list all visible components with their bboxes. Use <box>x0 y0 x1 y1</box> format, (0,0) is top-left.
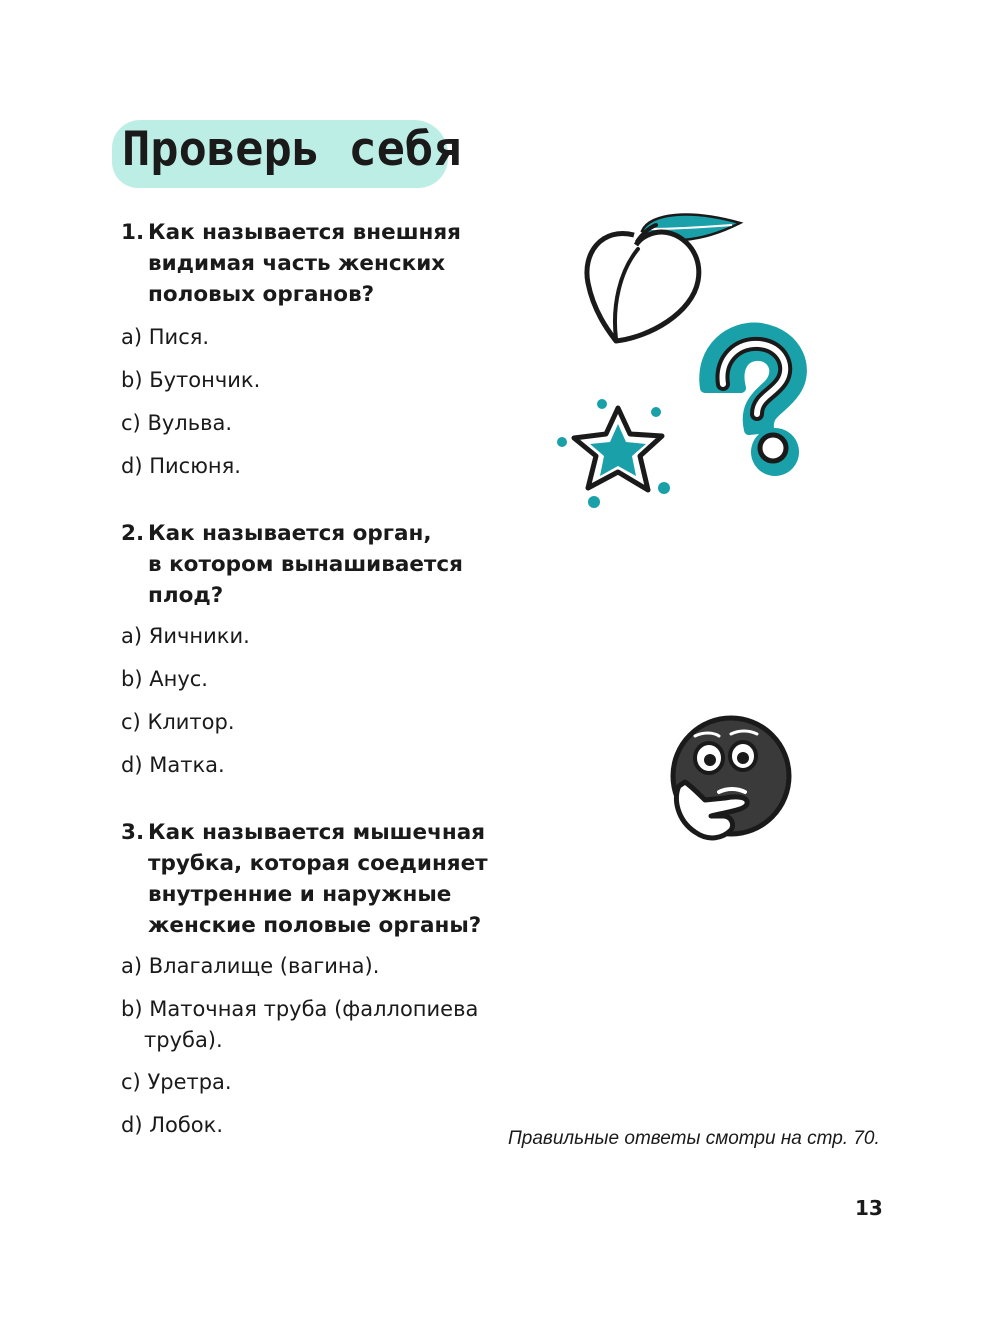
q2-option-d: d) Матка. <box>121 753 225 777</box>
question-2: 2. Как называется орган, в котором вынашивается плод? <box>121 521 463 608</box>
q3-option-d: d) Лобок. <box>121 1113 224 1137</box>
q3-option-b: b) Маточная труба (фаллопиева труба). <box>121 997 479 1052</box>
thinking-face-icon <box>665 712 800 852</box>
question-1: 1. Как называется внешняя видимая часть женских половых органов? <box>121 220 461 307</box>
q1-option-a: a) Пися. <box>121 325 210 349</box>
q1-option-d: d) Писюня. <box>121 454 241 478</box>
question-mark-icon <box>695 318 815 478</box>
page-number: 13 <box>855 1196 883 1220</box>
q1-option-c: c) Вульва. <box>121 411 232 435</box>
q3-option-a: a) Влагалище (вагина). <box>121 954 380 978</box>
q2-option-c: c) Клитор. <box>121 710 235 734</box>
title-text: Проверь себя <box>122 122 462 177</box>
question-3: 3. Как называется мышечная трубка, которая соединяет внутренние и наружные женские половые органы? <box>121 820 488 938</box>
q2-option-a: a) Яичники. <box>121 624 250 648</box>
star-icon <box>552 390 682 515</box>
q3-option-c: c) Уретра. <box>121 1070 232 1094</box>
page-title <box>112 116 462 194</box>
q1-option-b: b) Бутончик. <box>121 368 261 392</box>
answers-footnote: Правильные ответы смотри на стр. 70. <box>508 1128 880 1149</box>
q2-option-b: b) Анус. <box>121 667 208 691</box>
